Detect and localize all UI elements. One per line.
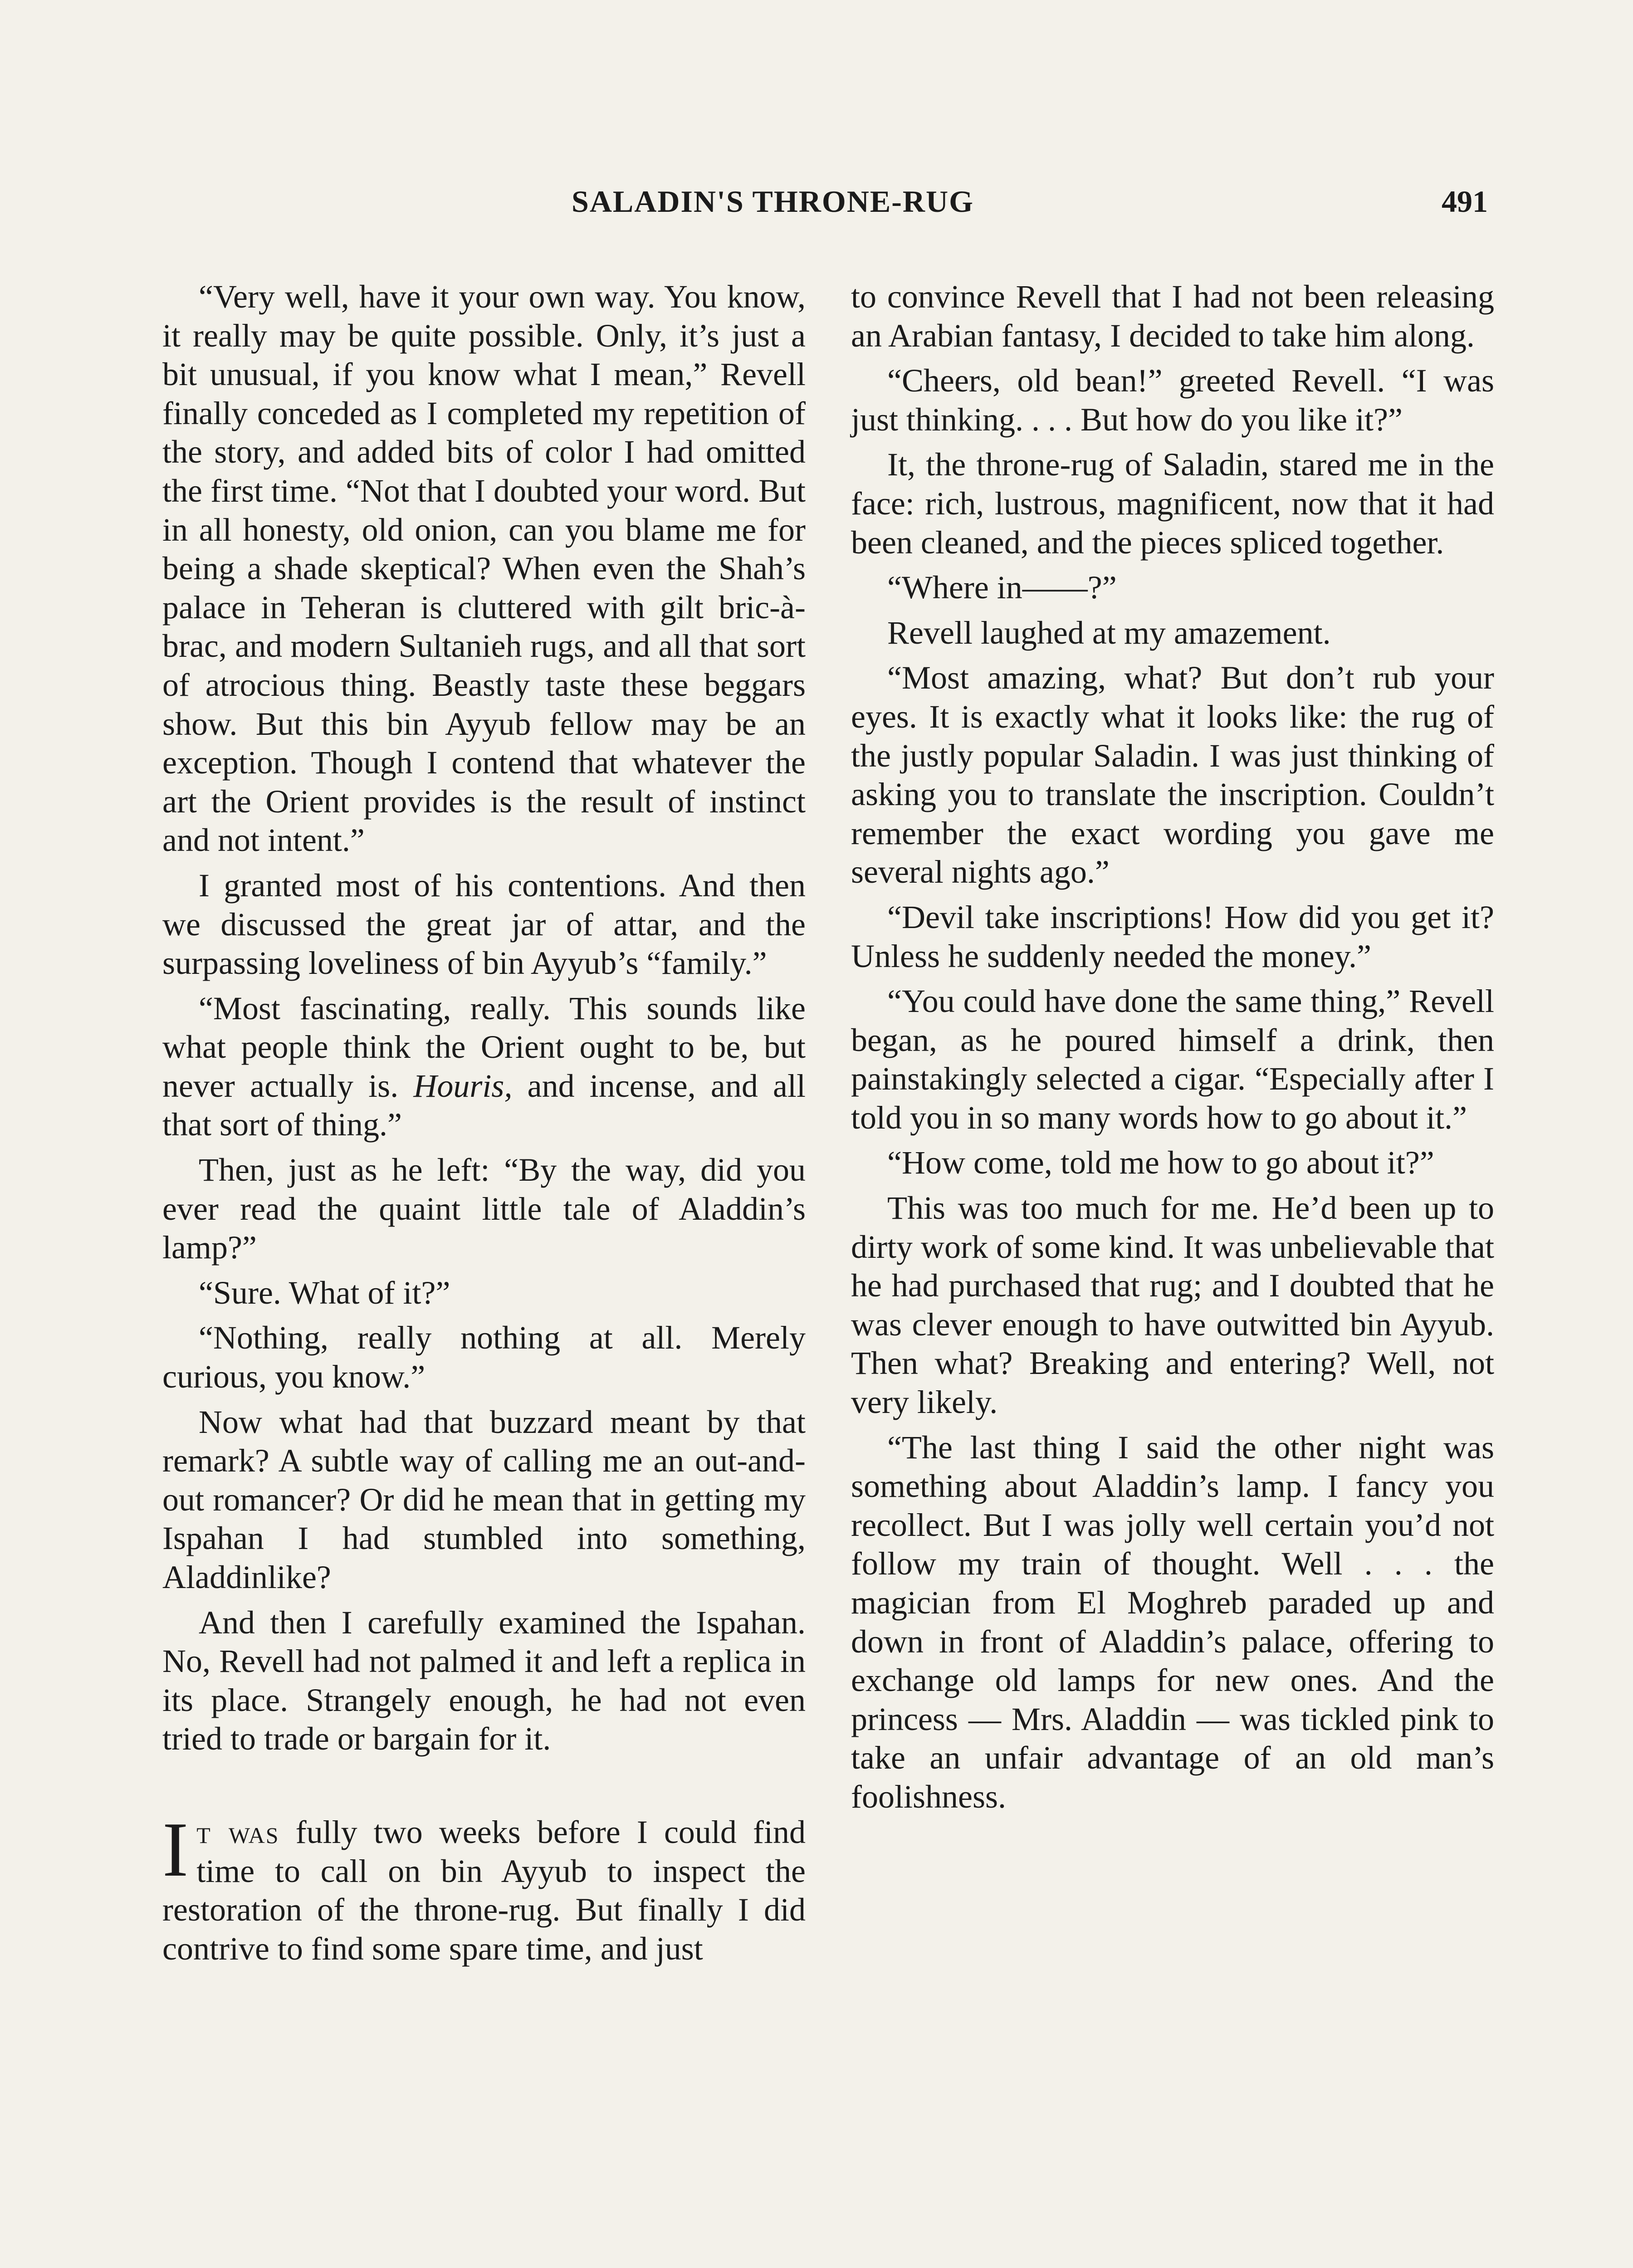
paragraph-text: “Most fascinating, really. This sounds like what people think the Orient ought to be, but never actually is. (162, 990, 806, 1104)
right-column (851, 278, 1494, 1823)
paragraph (162, 989, 806, 1144)
paragraph-text: fully two weeks before I could find time to call on bin Ayyub to inspect the restoration of the throne-rug. But finally I did contrive to find some spare time, and just (162, 1813, 806, 1967)
page-header (163, 184, 1488, 225)
paragraph: I granted most of his contentions. And then we discussed the great jar of attar, and the surpassing loveliness of bin Ayyub’s “family.” (162, 867, 806, 982)
paragraph: “Where in——?” (887, 569, 1117, 606)
paragraph: This was too much for me. He’d been up to dirty work of some kind. It was unbelievable that he had purchased that rug; and I doubted that he was clever enough to have outwitted bin Ayyub. Then what? Breaking and entering? Well, not very likely. (851, 1190, 1494, 1421)
running-title: SALADIN'S THRONE-RUG (572, 184, 974, 219)
paragraph: “Nothing, really nothing at all. Merely curious, you know.” (162, 1320, 806, 1395)
paragraph: “You could have done the same thing,” Revell began, as he poured himself a drink, then painstakingly selected a cigar. “Especially after I told you in so many words how to go about it.” (851, 983, 1494, 1136)
drop-cap: I (162, 1806, 189, 1893)
paragraph: “Very well, have it your own way. You know, it really may be quite possible. Only, it’s just a bit unusual, if you know what I mean,” Revell finally conceded as I completed my repetition of the story, and added bits of color I had omitted the first time. “Not that I doubted your word. But in all honesty, old onion, can you blame me for being a shade skeptical? When even the Shah’s palace in Teheran is cluttered with gilt bric-à-brac, and modern Sultanieh rugs, and all that sort of atrocious thing. Beastly taste these beggars show. But this bin Ayyub fellow may be an exception. Though I contend that whatever the art the Orient provides is the result of instinct and not intent.” (162, 279, 806, 859)
page-number: 491 (1442, 184, 1488, 219)
paragraph: “The last thing I said the other night was something about Aladdin’s lamp. I fancy you recollect. But I was jolly well certain you’d not follow my train of thought. Well . . . the magician from El Moghreb paraded up and down in front of Aladdin’s palace, offering to exchange old lamps for new ones. And the princess — Mrs. Aladdin — was tickled pink to take an unfair advantage of an old man’s foolishness. (851, 1429, 1494, 1815)
section-opening-paragraph (162, 1806, 806, 1968)
paragraph: “Sure. What of it?” (199, 1274, 450, 1311)
small-caps-lead: t was (196, 1813, 279, 1850)
paragraph: And then I carefully examined the Ispahan. No, Revell had not palmed it and left a replica in its place. Strangely enough, he had not even tried to trade or bargain for it. (162, 1604, 806, 1757)
paragraph: It, the throne-rug of Saladin, stared me in the face: rich, lustrous, magnificent, now that it had been cleaned, and the pieces spliced together. (851, 446, 1494, 561)
left-column (162, 278, 806, 1975)
paragraph: “Cheers, old bean!” greeted Revell. “I was just thinking. . . . But how do you like it?” (851, 362, 1494, 438)
paragraph: Then, just as he left: “By the way, did you ever read the quaint little tale of Aladdin’s lamp?” (162, 1152, 806, 1266)
paragraph: “How come, told me how to go about it?” (887, 1144, 1434, 1181)
paragraph: to convince Revell that I had not been releasing an Arabian fantasy, I decided to take him along. (851, 279, 1494, 354)
paragraph: “Most amazing, what? But don’t rub your eyes. It is exactly what it looks like: the rug of the justly popular Saladin. I was just thinking of asking you to translate the inscription. Couldn’t remember the exact wording you gave me several nights ago.” (851, 660, 1494, 890)
paragraph: “Devil take inscriptions! How did you get it? Unless he suddenly needed the money.” (851, 899, 1494, 974)
paragraph: Now what had that buzzard meant by that remark? A subtle way of calling me an out-and-out romancer? Or did he mean that in getting my Ispahan I had stumbled into something, Aladdinlike? (162, 1403, 806, 1595)
paragraph-text: and incense, and all that sort of thing.” (162, 1067, 806, 1143)
italic-word: Houris, (413, 1067, 513, 1104)
paragraph: Revell laughed at my amazement. (887, 614, 1331, 651)
